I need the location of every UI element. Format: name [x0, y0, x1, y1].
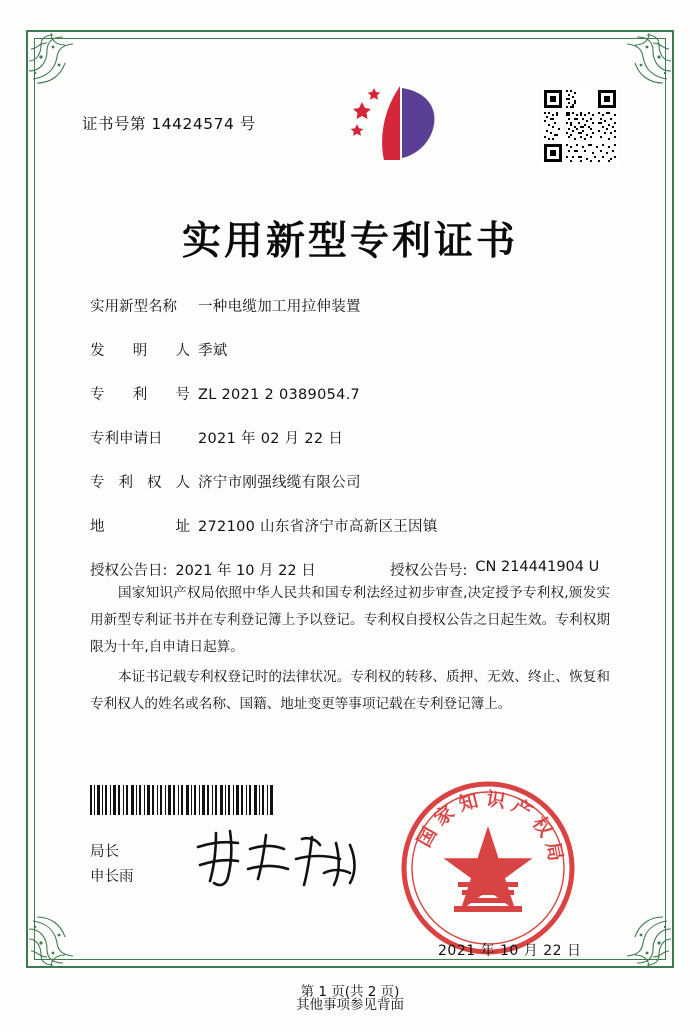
grant-date-value: 2021 年 10 月 22 日: [175, 563, 316, 579]
footnote: 其他事项参见背面: [296, 997, 404, 1013]
svg-text:国家知识产权局: 国家知识产权局: [413, 788, 568, 869]
certificate-number: 证书号第 14424574 号: [82, 115, 256, 133]
field-grant-announcement: [90, 559, 610, 580]
seal-date: 2021 年 10 月 22 日: [438, 943, 582, 959]
announcement-number-label: 授权公告号:: [390, 563, 468, 579]
field-address: [90, 515, 610, 536]
field-value: 一种电缆加工用拉伸装置: [198, 299, 361, 315]
field-value: 济宁市刚强线缆有限公司: [198, 475, 361, 491]
announcement-number-value: CN 214441904 U: [475, 559, 600, 575]
barcode-icon: [90, 785, 276, 815]
field-label: 专利申请日: [90, 431, 163, 447]
legal-paragraph-2: 本证书记载专利权登记时的法律状况。专利权的转移、质押、无效、终止、恢复和专利权人的姓名或名称、国籍、地址变更等事项记载在专利登记簿上。: [90, 668, 610, 712]
field-value: 2021 年 02 月 22 日: [198, 431, 344, 447]
field-inventor: [90, 339, 610, 360]
page-title: 实用新型专利证书: [181, 219, 518, 264]
field-list: [90, 295, 610, 600]
director-title-label: 局长: [90, 844, 119, 860]
official-seal-icon: [398, 778, 578, 958]
field-patent-number: [90, 383, 610, 404]
signature-block: [90, 840, 134, 891]
qr-code-icon: [542, 88, 618, 164]
field-label: 地 址: [90, 519, 190, 535]
field-application-date: [90, 427, 610, 448]
legal-text: [90, 580, 610, 720]
field-label: 发 明 人: [90, 343, 190, 359]
field-utility-model-name: [90, 295, 610, 316]
field-label: 专 利 权 人: [90, 475, 190, 491]
field-value: 272100 山东省济宁市高新区王因镇: [198, 519, 438, 535]
field-value: ZL 2021 2 0389054.7: [198, 387, 361, 403]
legal-paragraph-1: 国家知识产权局依照中华人民共和国专利法经过初步审查,决定授予专利权,颁发实用新型专利证书并在专利登记簿上予以登记。专利权自授权公告之日起生效。专利权期限为十年,自申请日起算。: [90, 585, 610, 656]
director-name-label: 申长雨: [90, 869, 134, 886]
field-label: 专 利 号: [90, 387, 190, 403]
page-number: 第 1 页(共 2 页): [300, 984, 400, 1000]
field-patentee: [90, 471, 610, 492]
handwritten-signature-icon: [190, 825, 370, 895]
field-value: 季斌: [198, 343, 228, 359]
cnipa-logo-icon: [340, 80, 460, 170]
grant-date-label: 授权公告日:: [90, 563, 168, 579]
field-label: 实用新型名称: [90, 299, 177, 315]
